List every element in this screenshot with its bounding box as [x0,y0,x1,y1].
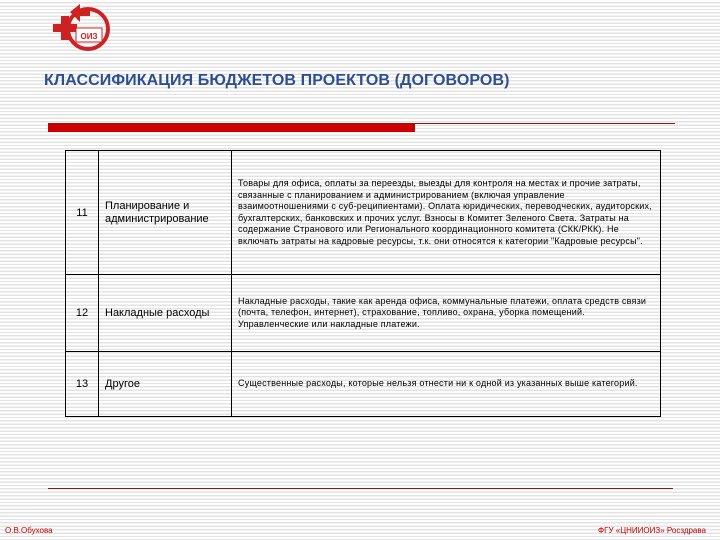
title-divider [48,123,675,124]
table-row [66,275,661,352]
logo [50,2,115,57]
svg-text:ОИЗ: ОИЗ [80,32,98,41]
row-category: Планирование и администрирование [99,151,232,275]
row-number: 11 [66,151,99,275]
row-description: Товары для офиса, оплаты за переезды, выезды для контроля на местах и прочие затраты, связанные с планированием и администрированием (включая управление взаимоотношениями с суб-реципиентами). Оплата юридических, переводческих, аудиторских, бухгалтерских, банковских и прочих услуг. Взносы в Комитет Зеленого Света. Затраты на содержание Странового или Регионального координационного комитета (СКК/РКК). Не включать затраты на кадровые ресурсы, т.к. они относятся к категории "Кадровые ресурсы". [232,151,661,275]
row-category: Накладные расходы [99,275,232,352]
table-row [66,352,661,417]
row-description: Накладные расходы, такие как аренда офиса, коммунальные платежи, оплата средств связи (почта, телефон, интернет), страхование, топливо, охрана, уборка помещений. Управленческие или накладные платежи. [232,275,661,352]
footer-author: О.В.Обухова [5,526,53,535]
row-description: Существенные расходы, которые нельзя отнести ни к одной из указанных выше категорий. [232,352,661,417]
title-accent-bar [48,123,415,132]
table-row [66,151,661,275]
footer-divider [48,488,673,489]
budget-classification-table [65,150,661,417]
row-number: 13 [66,352,99,417]
footer-organization: ФГУ «ЦНИИОИЗ» Росздрава [598,526,706,535]
row-number: 12 [66,275,99,352]
page-title: КЛАССИФИКАЦИЯ БЮДЖЕТОВ ПРОЕКТОВ (ДОГОВОРОВ) [44,72,510,89]
row-category: Другое [99,352,232,417]
